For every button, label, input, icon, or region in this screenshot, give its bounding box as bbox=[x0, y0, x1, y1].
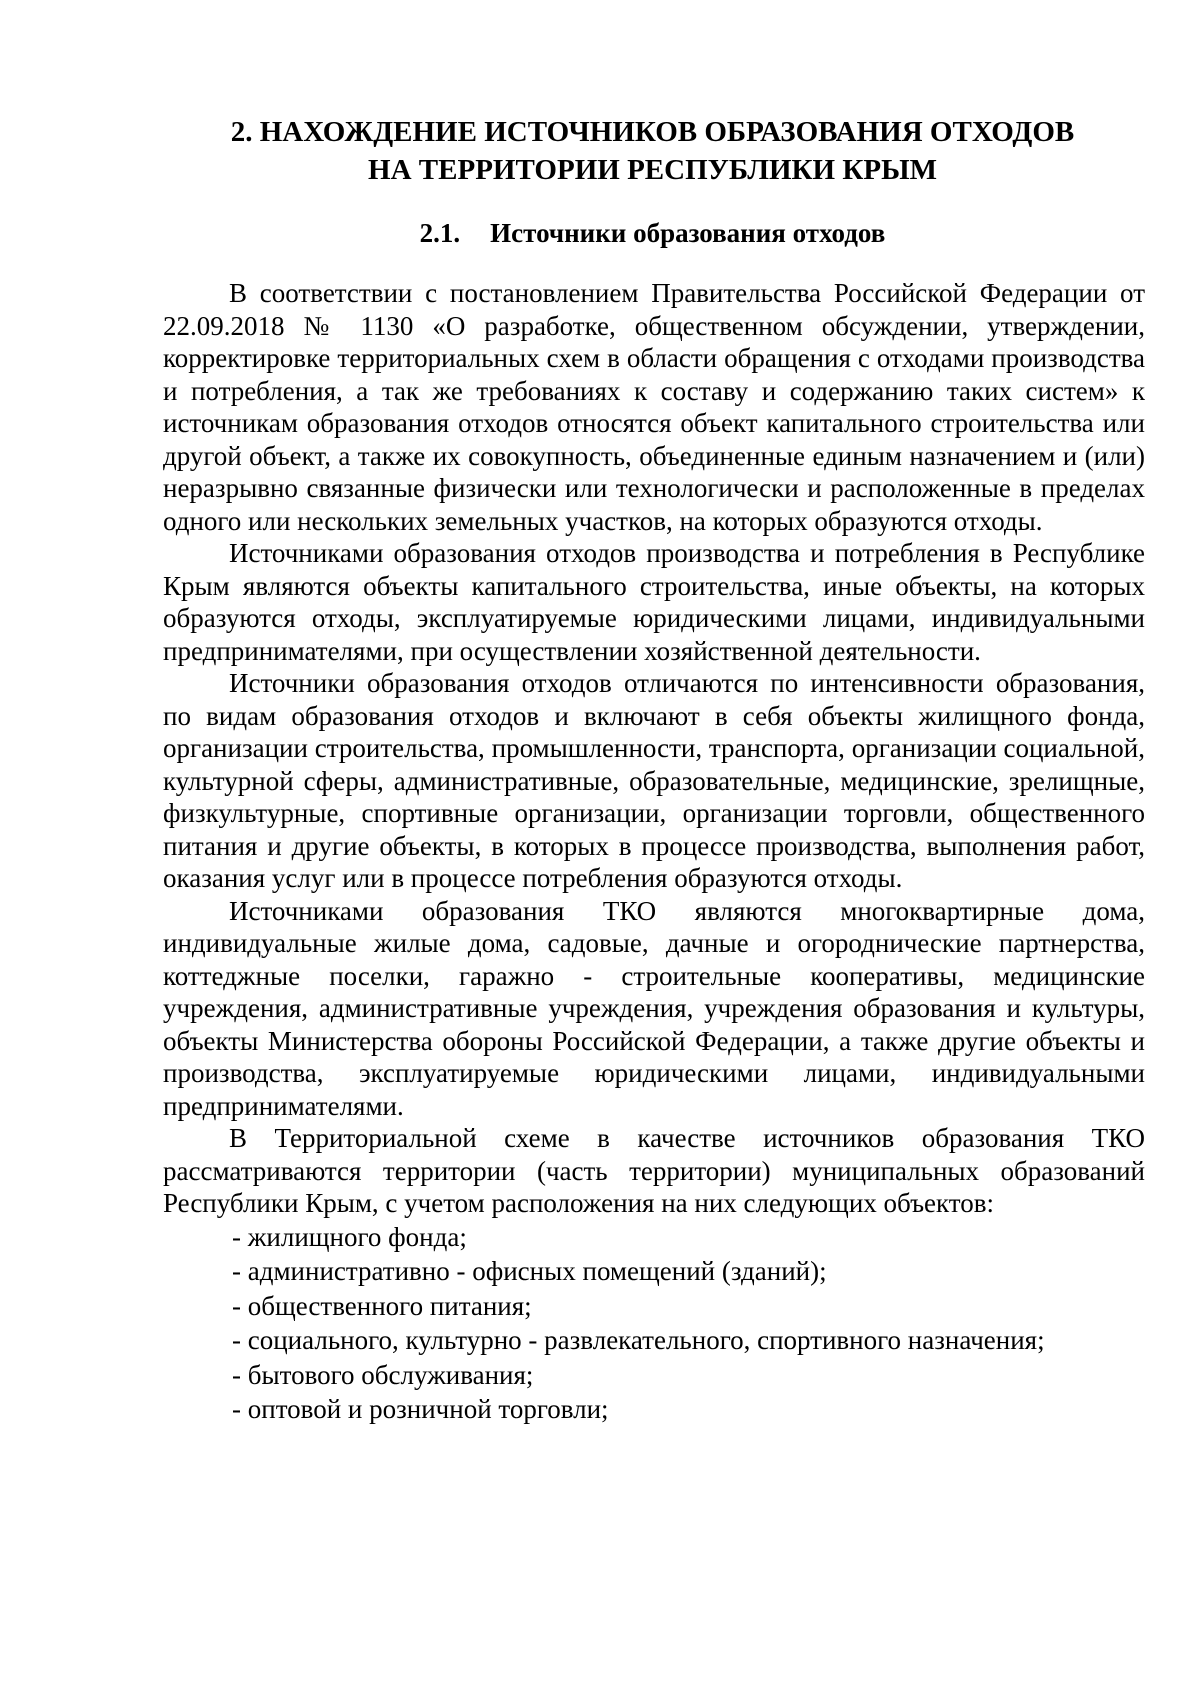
subsection-number: 2.1. bbox=[419, 218, 461, 248]
paragraph-regulation-reference: В соответствии с постановлением Правительства Российской Федерации от 22.09.2018 № 1130 «О разработке, общественном обсуждении, утверждении, корректировке территориальных схем в области обращения с отходами производства и потребления, а так же требованиях к составу и содержанию таких систем» к источникам образования отходов относятся объект капитального строительства или другой объект, а также их совокупность, объединенные единым назначением и (или) неразрывно связанные физически или технологически и расположенные в пределах одного или нескольких земельных участков, на которых образуются отходы. bbox=[163, 278, 1145, 536]
list-item: - административно - офисных помещений (зданий); bbox=[232, 1256, 827, 1286]
paragraph-waste-sources-crimea: Источниками образования отходов производства и потребления в Республике Крым являются объекты капитального строительства, иные объекты, на которых образуются отходы, эксплуатируемые юридическими лицами, индивидуальными предпринимателями, при осуществлении хозяйственной деятельности. bbox=[163, 538, 1145, 666]
subsection-title: Источники образования отходов bbox=[490, 218, 886, 248]
paragraph-territorial-scheme: В Территориальной схеме в качестве источников образования ТКО рассматриваются территории (часть территории) муниципальных образований Республики Крым, с учетом расположения на них следующих объектов: bbox=[163, 1123, 1145, 1218]
paragraph-sources-differences: Источники образования отходов отличаются по интенсивности образования, по видам образования отходов и включают в себя объекты жилищного фонда, организации строительства, промышленности, транспорта, организации социальной, культурной сферы, административные, образовательные, медицинские, зрелищные, физкультурные, спортивные организации, организации торговли, общественного питания и другие объекты, в которых в процессе производства, выполнения работ, оказания услуг или в процессе потребления образуются отходы. bbox=[163, 668, 1145, 893]
section-heading-line-2: НА ТЕРРИТОРИИ РЕСПУБЛИКИ КРЫМ bbox=[368, 154, 937, 186]
section-heading bbox=[160, 113, 1145, 189]
body-text bbox=[163, 277, 1145, 1427]
section-heading-line-1: 2. НАХОЖДЕНИЕ ИСТОЧНИКОВ ОБРАЗОВАНИЯ ОТХОДОВ bbox=[230, 116, 1075, 148]
list-item: - социального, культурно - развлекательного, спортивного назначения; bbox=[232, 1325, 1045, 1355]
subsection-heading bbox=[160, 214, 1145, 252]
list-item: - бытового обслуживания; bbox=[232, 1359, 534, 1390]
paragraph-msw-sources: Источниками образования ТКО являются многоквартирные дома, индивидуальные жилые дома, садовые, дачные и огороднические партнерства, коттеджные поселки, гаражно - строительные кооперативы, медицинские учреждения, административные учреждения, учреждения образования и культуры, объекты Министерства обороны Российской Федерации, а также другие объекты и производства, эксплуатируемые юридическими лицами, индивидуальными предпринимателями. bbox=[163, 895, 1145, 1121]
list-item: - общественного питания; bbox=[232, 1290, 532, 1321]
object-types-list bbox=[163, 1220, 1145, 1427]
list-item: - оптовой и розничной торговли; bbox=[232, 1394, 609, 1424]
list-item: - жилищного фонда; bbox=[232, 1221, 467, 1252]
